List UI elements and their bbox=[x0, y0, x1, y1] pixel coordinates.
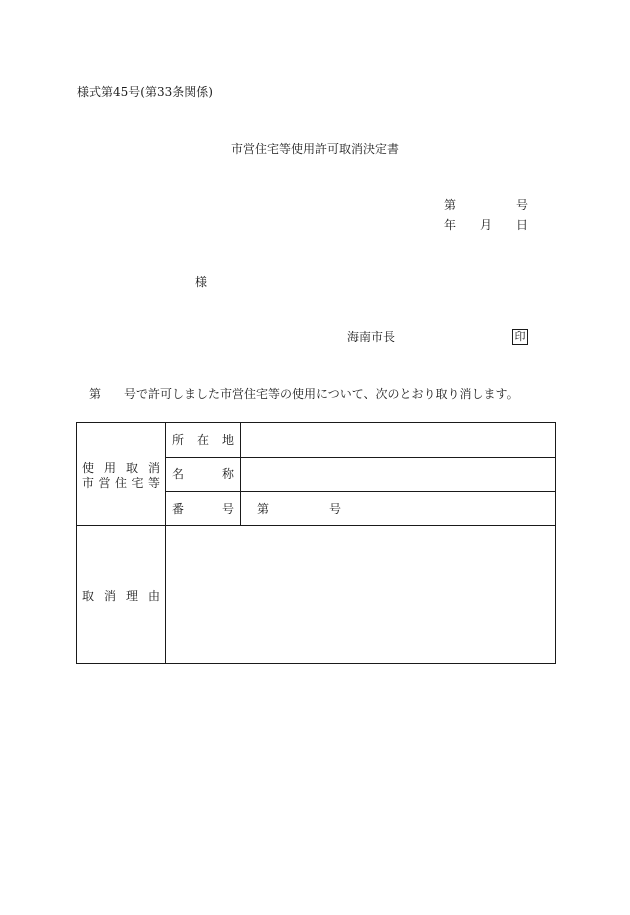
label-char: 消 bbox=[103, 589, 116, 603]
label-reason bbox=[82, 589, 160, 603]
body-text: 号で許可しました市営住宅等の使用について、次のとおり取り消します。 bbox=[124, 387, 519, 401]
label-name bbox=[172, 467, 234, 481]
label-location bbox=[172, 433, 234, 447]
label-char: 理 bbox=[125, 589, 138, 603]
label-char: 地 bbox=[221, 433, 234, 447]
number-value-dai: 第 bbox=[257, 502, 270, 516]
label-char: 用 bbox=[103, 461, 116, 475]
table-divider bbox=[240, 423, 241, 525]
label-char: 等 bbox=[147, 476, 160, 490]
table-divider bbox=[77, 525, 555, 526]
reference-dai: 第 bbox=[444, 198, 457, 212]
label-category-line2 bbox=[82, 476, 160, 490]
label-char: 住 bbox=[114, 476, 127, 490]
date-year: 年 bbox=[444, 218, 457, 232]
body-dai: 第 bbox=[89, 387, 102, 401]
table-divider bbox=[166, 491, 555, 492]
date-day: 日 bbox=[516, 218, 529, 232]
label-char: 使 bbox=[82, 461, 95, 475]
label-char: 市 bbox=[82, 476, 95, 490]
number-value-go: 号 bbox=[329, 502, 342, 516]
document-title: 市営住宅等使用許可取消決定書 bbox=[230, 142, 399, 156]
label-number bbox=[172, 502, 234, 516]
date-month: 月 bbox=[480, 218, 493, 232]
issuer-name: 海南市長 bbox=[347, 330, 396, 344]
label-char: 所 bbox=[172, 433, 185, 447]
label-char: 在 bbox=[196, 433, 209, 447]
label-char: 宅 bbox=[131, 476, 144, 490]
label-char: 取 bbox=[125, 461, 138, 475]
reference-go: 号 bbox=[516, 198, 529, 212]
seal-mark: 印 bbox=[512, 329, 528, 345]
label-char: 名 bbox=[172, 467, 185, 481]
label-char: 番 bbox=[172, 502, 185, 516]
cancellation-table bbox=[76, 422, 556, 664]
table-divider bbox=[165, 423, 166, 663]
label-char: 消 bbox=[147, 461, 160, 475]
form-number: 様式第45号(第33条関係) bbox=[77, 85, 213, 99]
label-char: 取 bbox=[82, 589, 95, 603]
label-category-line1 bbox=[82, 461, 160, 475]
label-char: 号 bbox=[221, 502, 234, 516]
label-char: 営 bbox=[98, 476, 111, 490]
table-divider bbox=[166, 457, 555, 458]
label-char: 称 bbox=[221, 467, 234, 481]
addressee-honorific: 様 bbox=[195, 275, 208, 289]
label-char: 由 bbox=[147, 589, 160, 603]
